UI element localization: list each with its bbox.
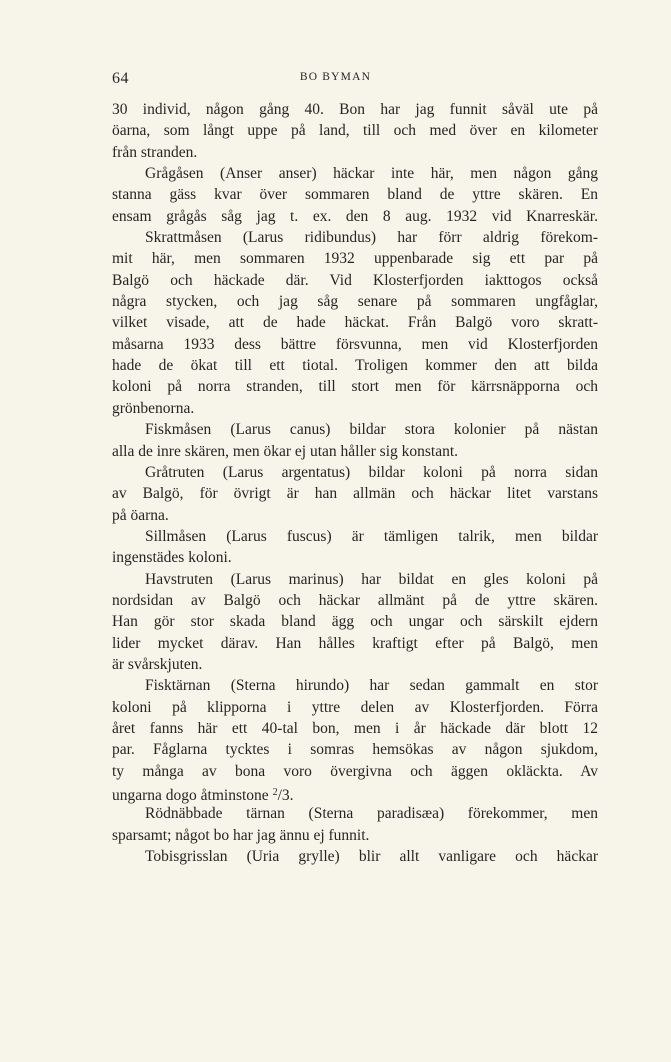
text-line — [112, 99, 598, 120]
text-line-content: måsarna 1933 dess bättre försvunna, men vid Klosterfjorden — [112, 335, 598, 353]
text-line — [112, 569, 598, 590]
text-line — [112, 355, 598, 376]
text-line-content: Gråtruten (Larus argentatus) bildar koloni på norra sidan — [145, 463, 598, 481]
text-line — [112, 206, 598, 227]
text-line — [112, 739, 598, 760]
text-line — [112, 803, 598, 824]
text-line — [112, 697, 598, 718]
text-line-content: ingenstädes koloni. — [112, 549, 232, 567]
text-line — [112, 398, 598, 419]
text-line-content: några stycken, och jag såg senare på sommaren ungfåglar, — [112, 293, 598, 311]
text-line — [112, 547, 598, 568]
text-line — [112, 184, 598, 205]
text-line-content: koloni på klipporna i yttre delen av Klosterfjorden. Förra — [112, 698, 598, 716]
text-line-content: ensam grågås såg jag t. ex. den 8 aug. 1932 vid Knarreskär. — [112, 207, 598, 225]
text-line-content: Rödnäbbade tärnan (Sterna paradisæa) förekommer, men — [145, 805, 598, 823]
text-line-content: Grågåsen (Anser anser) häckar inte här, men någon gång — [145, 165, 598, 183]
text-line — [112, 248, 598, 269]
text-line — [112, 654, 598, 675]
text-line-content: vilket visade, att de hade häckat. Från Balgö voro skratt- — [112, 314, 598, 332]
text-line — [112, 526, 598, 547]
text-line — [112, 163, 598, 184]
text-line — [112, 441, 598, 462]
text-line — [112, 505, 598, 526]
text-line-content: 30 individ, någon gång 40. Bon har jag funnit såväl ute på — [112, 101, 598, 118]
text-line — [112, 376, 598, 397]
text-line-content: lider mycket därav. Han hålles kraftigt efter på Balgö, men — [112, 634, 598, 652]
text-line — [112, 483, 598, 504]
text-line — [112, 291, 598, 312]
text-line — [112, 675, 598, 696]
text-line — [112, 227, 598, 248]
fraction-denominator: /3. — [277, 787, 294, 804]
text-line — [112, 120, 598, 141]
fraction-numerator: 2 — [272, 787, 278, 798]
text-line-content: par. Fåglarna tycktes i somras hemsökas av någon sjukdom, — [112, 741, 598, 759]
text-line-content: året fanns här ett 40-tal bon, men i år häckade där blott 12 — [112, 719, 598, 737]
text-line — [112, 590, 598, 611]
text-line — [112, 761, 598, 782]
text-line — [112, 334, 598, 355]
text-line-content: Sillmåsen (Larus fuscus) är tämligen talrik, men bildar — [145, 527, 598, 545]
text-line — [112, 633, 598, 654]
text-line — [112, 825, 598, 846]
text-line-content: Han gör stor skada bland ägg och ungar och särskilt ejdern — [112, 613, 598, 631]
text-line-content: stanna gäss kvar över sommaren bland de yttre skären. En — [112, 186, 598, 204]
text-line-content: av Balgö, för övrigt är han allmän och häckar litet varstans — [112, 485, 598, 503]
text-line-content: nordsidan av Balgö och häckar allmänt på de yttre skären. — [112, 591, 598, 609]
text-line — [112, 270, 598, 291]
body-text — [112, 99, 598, 867]
text-line-content: grönbenorna. — [112, 399, 195, 417]
text-line-content: alla de inre skären, men ökar ej utan håller sig konstant. — [112, 442, 459, 460]
text-line-content: på öarna. — [112, 506, 169, 524]
text-line — [112, 462, 598, 483]
text-line-content: sparsamt; något bo har jag ännu ej funnit. — [112, 826, 370, 844]
text-line — [112, 718, 598, 739]
text-line — [112, 846, 598, 867]
text-line — [112, 611, 598, 632]
running-title: BO BYMAN — [299, 71, 372, 83]
text-line — [112, 782, 598, 803]
text-line — [112, 419, 598, 440]
text-line-content: mit här, men sommaren 1932 uppenbarade sig ett par på — [112, 250, 598, 268]
text-line-content: från stranden. — [112, 143, 198, 161]
page-number: 64 — [112, 70, 129, 87]
text-line — [112, 142, 598, 163]
text-line-content: hade de ökat till ett tiotal. Troligen kommer den att bilda — [112, 357, 598, 375]
text-line-content: öarna, som långt uppe på land, till och med över en kilometer — [112, 122, 598, 140]
text-line-content: Fisktärnan (Sterna hirundo) har sedan gammalt en stor — [145, 677, 598, 695]
text-line-content: koloni på norra stranden, till stort men för kärrsnäpporna och — [112, 378, 598, 396]
text-line-content: ungarna dogo åtminstone — [112, 787, 269, 804]
text-line-content: Skrattmåsen (Larus ridibundus) har förr aldrig förekom- — [145, 229, 598, 247]
text-line-content: Havstruten (Larus marinus) har bildat en gles koloni på — [145, 570, 598, 588]
text-line-content: Balgö och häckade där. Vid Klosterfjorden iakttogos också — [112, 271, 598, 289]
text-line — [112, 312, 598, 333]
text-line-content: Tobisgrisslan (Uria grylle) blir allt vanligare och häckar — [145, 848, 598, 866]
text-line-content: Fiskmåsen (Larus canus) bildar stora kolonier på nästan — [145, 421, 598, 439]
text-line-content: ty många av bona voro övergivna och äggen okläckta. Av — [112, 762, 598, 780]
text-line-content: är svårskjuten. — [112, 655, 203, 673]
